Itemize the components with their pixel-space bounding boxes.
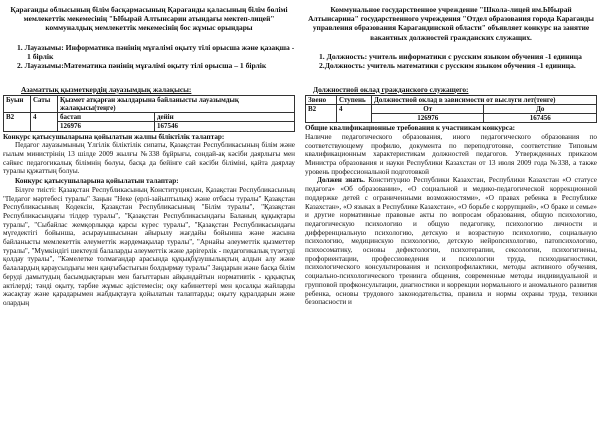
kazakh-req-heading: Конкурс қатысушыларына қойылатын талаптар:: [15, 177, 179, 186]
russian-salary-table: [305, 95, 597, 124]
russian-req-paragraph: [305, 176, 597, 307]
table-cell: дейін: [155, 113, 295, 122]
table-header-cell: Саты: [31, 95, 58, 112]
table-cell: 4: [337, 104, 372, 122]
table-cell: От: [372, 104, 484, 113]
table-row: [4, 95, 295, 112]
kazakh-position-2: 2. Лауазымы:Математика пәнінің мұғалімі оқыту тілі орысша – 1 бірлік: [17, 61, 267, 71]
russian-req-heading: Должен знать.: [317, 176, 365, 185]
russian-req-text: Конституцию Республики Казахстан, Республики Казахстан «О статусе педагога» «Об образовании», «О социальной и медико-педагогической коррекционной поддержке детей с ограниченными возможностями», «О правах ребенка в Республике Казахстан», «О языках в Республике Казахстан», «О борьбе с коррупцией», «О браке и семье» и другие нормативные правовые акты по вопросам образования, общую психологию, педагогическую психологию и общую педагогику, психологию личности и дифференциальную психологию, детскую и возрастную психологию, социальную психологию, медицинскую психологию, детскую нейропсихологию, патопсихологию, психосоматику, основы дефектологии, психотерапии, сексологии, психогигиены, профориентации, профессиоведения и психологии труда, психодиагностики, психологического консультирования и психопрофилактики, методы активного обучения, социально-психологического тренинга общения, современные методы индивидуальной и групповой профконсультации, диагностики и коррекции нормального и аномального развития ребенка, основы трудового законодательства, правила и нормы охраны труда, техники безопасности и: [305, 176, 597, 307]
russian-column: [305, 0, 597, 424]
table-header-cell: Должностной оклад в зависимости от выслуги лет(тенге): [372, 95, 597, 104]
kazakh-qual-heading: Конкурс қатысушыларына қойылатын жалпы біліктілік талаптар:: [3, 132, 225, 141]
table-cell: 4: [31, 113, 58, 131]
table-header-cell: Ступень: [337, 95, 372, 104]
table-row: [4, 113, 295, 122]
kazakh-salary-title: Азаматтық қызметкердің лауазымдық жалақысы:: [21, 84, 192, 94]
kazakh-req-text: Білуге тиісті: Қазақстан Республикасының Конституциясын, Қазақстан Республикасының "Педагог мәртебесі туралы" Заңын "Неке (ерлі-зайыптылық) және отбасы туралы" Қазақстан Республикасының Кодексін, Қазақстан Республикасының "Білім туралы", "Қазақстан Республикасындағы тілдер туралы", "Қазақстан Республикасындағы Баланың құқықтары туралы", "Сыбайлас жемқорлыққа қарсы күрес туралы", "Қазақстан Республикасындағы мүгедектігі бойынша, асырауышысынан айырылу жағдайы бойынша және жасына байланысты мемлекеттік әлеуметтік жәрдемақылар туралы", "Арнайы әлеуметтік қызметтер туралы", "Мүмкіндігі шектеулі балаларды әлеуметтік және дәрігерлік - педагогикалық түзетуді қолдау туралы", "Кәмелетке толмағандар арасында құқықбұзушылықтың алдын алу және балалардың қараусыздығы мен қаңғыбастығын болдырмау туралы" Заңдарын және басқа білім беруді дамытудың басымдықтарын мен бағыттарын айқындайтын нормативтік - құқықтық актілерді; тәнді оқыту, тәрбие жұмыс әдістемесін; оқу кабинеттері мен қосалқы жайларды жасақтау және қарадарымен жабдықтауға қойылатын талаптарды; оқыту құралдарын және олардың: [3, 185, 295, 307]
russian-qual-heading: Общие квалификационные требования к участникам конкурса:: [305, 124, 516, 133]
russian-header: Коммунальное государственное учреждение "Школа-лицей им.Ыбырай Алтынсарина" государственного учреждения "Отдел образования города Караганды управления образования Карагандинской области" объявляет конкурс на занятие вакантных должностей гражданских служащих.: [308, 5, 594, 42]
russian-position-2: 2.Должность: учитель математики с русским языком обучения -1 единица.: [319, 61, 576, 71]
russian-qual-text: Наличие педагогического образования, иного педагогического образования по соответствующему профилю, документа по переподготовке, соответствие Типовым квалификационным характеристикам должностей педагогов. Утвержденных приказом Министра образования и науки Республики Казахстан от 13 июля 2009 года №338, а также уровень профессиональной подготовкой: [305, 132, 597, 176]
table-header-cell: Звено: [306, 95, 337, 104]
table-cell: 126976: [372, 114, 484, 123]
russian-position-1: 1. Должность: учитель информатики с русским языком обучения -1 единица: [319, 51, 582, 61]
kazakh-qual-text: Педагог лауазымының Үлгілік біліктілік сипаты, Қазақстан Республикасының білім және ғылым министрінің 13 шілде 2009 жылғы №338 бұйрығы, сондай-ақ кәсіби даярлығы мен сәйкес педагогикалық білімнің бөлуы, басқа да бейінге сай кәсіби біліміні, қайта даярлау туралы құжаттың болуы.: [3, 141, 295, 176]
table-cell: 126976: [58, 122, 155, 131]
table-cell: 167456: [484, 114, 597, 123]
kazakh-column: [3, 0, 295, 424]
table-header-cell: Буын: [4, 95, 31, 112]
table-cell: В2: [4, 113, 31, 131]
table-cell: бастап: [58, 113, 155, 122]
russian-positions: [305, 52, 597, 71]
table-cell: 167546: [155, 122, 295, 131]
kazakh-position-1: 1. Лауазымы: Информатика пәнінің мұғалімі оқыту тілі орысша және қазақша - 1 бірлік: [17, 42, 295, 62]
table-header-cell: Қызмет атқарған жылдарына байланысты лауазымдық жалақысы(теңге): [58, 95, 295, 112]
russian-salary-title: Должностной оклад гражданского служащего:: [313, 84, 469, 94]
kazakh-positions: [3, 43, 295, 71]
kazakh-header: Қарағанды облысының білім басқармасының Қарағанды қаласының білім бөлімі мемлекеттік мекемесінің "Ыбырай Алтынсарин атындағы мектеп-лицей" коммуналдық мемлекеттік мекемесінің бос жұмыс орындары: [10, 5, 288, 33]
table-cell: В2: [306, 104, 337, 122]
table-row: [306, 95, 597, 104]
table-row: [306, 104, 597, 113]
kazakh-salary-table: [3, 95, 295, 132]
table-cell: До: [484, 104, 597, 113]
